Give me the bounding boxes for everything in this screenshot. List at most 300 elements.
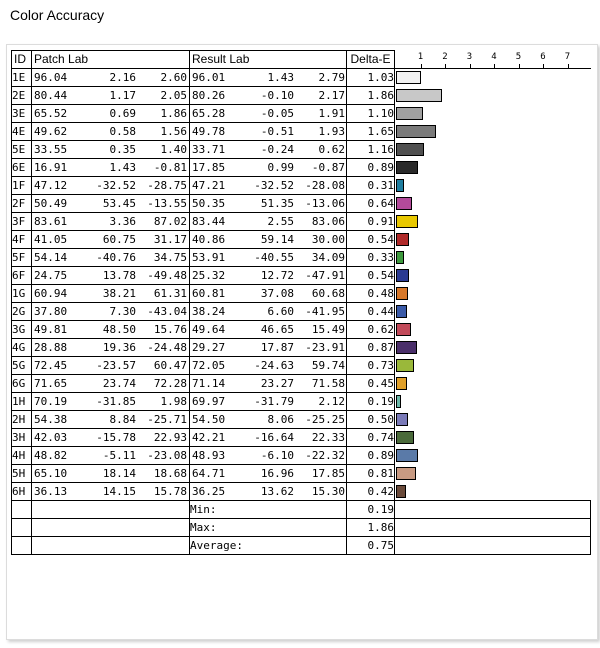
patch-lab-value: 60.75 — [102, 233, 136, 246]
table-row — [12, 69, 591, 87]
scale-tick-label: 3 — [466, 51, 473, 62]
table-row — [12, 447, 591, 465]
delta-e-bar-cell — [395, 483, 591, 501]
delta-e-bar-cell — [395, 105, 591, 123]
patch-lab-value: -32.52 — [96, 179, 136, 192]
patch-lab-cell — [32, 285, 190, 303]
result-lab-value: 15.30 — [311, 485, 345, 498]
scale-tick-label: 1 — [417, 51, 424, 62]
patch-id: 5G — [12, 357, 32, 375]
result-lab-cell — [190, 123, 347, 141]
result-lab-value: 59.14 — [260, 233, 294, 246]
patch-lab-value: 49.62 — [34, 125, 68, 138]
table-row — [12, 411, 591, 429]
delta-e-bar — [396, 197, 412, 210]
result-lab-value: 29.27 — [192, 341, 226, 354]
patch-id: 6F — [12, 267, 32, 285]
patch-lab-value: 72.45 — [34, 359, 68, 372]
patch-id: 1F — [12, 177, 32, 195]
patch-lab-value: 87.02 — [153, 215, 187, 228]
scale-tick-label: 2 — [442, 51, 448, 62]
patch-lab-cell — [32, 69, 190, 87]
delta-e-bar — [396, 89, 442, 102]
scale-tick-mark — [421, 64, 422, 68]
delta-e-bar-cell — [395, 195, 591, 213]
result-lab-cell — [190, 249, 347, 267]
result-lab-value: 72.05 — [192, 359, 226, 372]
delta-e-bar-cell — [395, 69, 591, 87]
stats-empty — [32, 501, 190, 519]
delta-e-value: 0.74 — [347, 429, 395, 447]
patch-lab-value: 37.80 — [34, 305, 68, 318]
result-lab-value: 0.62 — [318, 143, 345, 156]
delta-e-bar — [396, 251, 404, 264]
delta-e-value: 0.73 — [347, 357, 395, 375]
patch-lab-cell — [32, 339, 190, 357]
table-row — [12, 465, 591, 483]
result-lab-cell — [190, 105, 347, 123]
table-row — [12, 321, 591, 339]
patch-lab-value: 24.75 — [34, 269, 68, 282]
table-row — [12, 105, 591, 123]
table-row — [12, 393, 591, 411]
patch-lab-cell — [32, 303, 190, 321]
patch-lab-value: 36.13 — [34, 485, 68, 498]
delta-e-bar — [396, 107, 423, 120]
patch-lab-value: 2.16 — [109, 71, 136, 84]
patch-lab-cell — [32, 357, 190, 375]
result-lab-cell — [190, 87, 347, 105]
delta-e-value: 0.50 — [347, 411, 395, 429]
patch-lab-value: 38.21 — [102, 287, 136, 300]
delta-e-scale — [395, 51, 591, 69]
result-lab-value: 25.32 — [192, 269, 226, 282]
patch-lab-cell — [32, 159, 190, 177]
patch-lab-value: -28.75 — [147, 179, 187, 192]
delta-e-bar-cell — [395, 267, 591, 285]
patch-lab-value: 19.36 — [102, 341, 136, 354]
header-result-lab: Result Lab — [190, 51, 347, 69]
delta-e-bar — [396, 287, 408, 300]
stat-value: 0.19 — [347, 501, 395, 519]
result-lab-value: 54.50 — [192, 413, 226, 426]
result-lab-cell — [190, 213, 347, 231]
patch-lab-value: 16.91 — [34, 161, 68, 174]
scale-tick-mark — [568, 64, 569, 68]
patch-lab-value: 0.69 — [109, 107, 136, 120]
result-lab-value: 83.44 — [192, 215, 226, 228]
patch-lab-value: -25.71 — [147, 413, 187, 426]
delta-e-value: 0.64 — [347, 195, 395, 213]
delta-e-value: 0.62 — [347, 321, 395, 339]
delta-e-value: 0.33 — [347, 249, 395, 267]
result-lab-value: 15.49 — [311, 323, 345, 336]
result-lab-value: 36.25 — [192, 485, 226, 498]
patch-lab-value: 53.45 — [102, 197, 136, 210]
result-lab-value: -0.51 — [260, 125, 294, 138]
result-lab-value: -40.55 — [254, 251, 294, 264]
stat-label: Average: — [190, 537, 347, 555]
result-lab-cell — [190, 357, 347, 375]
delta-e-bar-cell — [395, 465, 591, 483]
patch-id: 6E — [12, 159, 32, 177]
delta-e-value: 0.89 — [347, 159, 395, 177]
delta-e-bar-cell — [395, 339, 591, 357]
delta-e-bar — [396, 377, 407, 390]
result-lab-value: 37.08 — [260, 287, 294, 300]
result-lab-value: -31.79 — [254, 395, 294, 408]
result-lab-value: -0.05 — [260, 107, 294, 120]
scale-tick-label: 4 — [491, 51, 497, 62]
color-accuracy-table — [11, 50, 591, 555]
result-lab-cell — [190, 141, 347, 159]
result-lab-cell — [190, 69, 347, 87]
delta-e-bar — [396, 161, 418, 174]
patch-id: 3E — [12, 105, 32, 123]
result-lab-value: -24.63 — [254, 359, 294, 372]
patch-id: 4E — [12, 123, 32, 141]
patch-lab-value: 15.76 — [153, 323, 187, 336]
patch-id: 5H — [12, 465, 32, 483]
patch-lab-cell — [32, 213, 190, 231]
table-row — [12, 483, 591, 501]
delta-e-value: 0.19 — [347, 393, 395, 411]
patch-lab-value: -23.08 — [147, 449, 187, 462]
delta-e-bar — [396, 413, 408, 426]
delta-e-bar-cell — [395, 87, 591, 105]
result-lab-value: -28.08 — [305, 179, 345, 192]
result-lab-value: -25.25 — [305, 413, 345, 426]
result-lab-value: 49.64 — [192, 323, 226, 336]
patch-id: 3G — [12, 321, 32, 339]
patch-id: 2F — [12, 195, 32, 213]
delta-e-bar-cell — [395, 159, 591, 177]
table-row — [12, 303, 591, 321]
patch-lab-value: 1.98 — [160, 395, 187, 408]
result-lab-value: 2.55 — [267, 215, 294, 228]
delta-e-bar-cell — [395, 141, 591, 159]
delta-e-bar-cell — [395, 213, 591, 231]
result-lab-cell — [190, 339, 347, 357]
delta-e-bar-cell — [395, 303, 591, 321]
patch-lab-value: 18.68 — [153, 467, 187, 480]
result-lab-cell — [190, 429, 347, 447]
patch-lab-cell — [32, 177, 190, 195]
delta-e-bar-cell — [395, 393, 591, 411]
result-lab-value: 46.65 — [260, 323, 294, 336]
patch-lab-value: 1.40 — [160, 143, 187, 156]
patch-lab-value: 2.05 — [160, 89, 187, 102]
result-lab-value: 40.86 — [192, 233, 226, 246]
delta-e-value: 1.03 — [347, 69, 395, 87]
delta-e-bar — [396, 179, 404, 192]
patch-lab-value: 18.14 — [102, 467, 136, 480]
patch-lab-value: 80.44 — [34, 89, 68, 102]
patch-lab-value: 71.65 — [34, 377, 68, 390]
page-title: Color Accuracy — [10, 7, 105, 23]
table-row — [12, 339, 591, 357]
patch-lab-value: 0.58 — [109, 125, 136, 138]
result-lab-cell — [190, 159, 347, 177]
delta-e-bar — [396, 449, 418, 462]
delta-e-bar — [396, 233, 409, 246]
table-row — [12, 249, 591, 267]
patch-id: 4G — [12, 339, 32, 357]
result-lab-value: 80.26 — [192, 89, 226, 102]
result-lab-value: -47.91 — [305, 269, 345, 282]
patch-lab-value: 1.43 — [109, 161, 136, 174]
patch-lab-value: -31.85 — [96, 395, 136, 408]
patch-id: 6H — [12, 483, 32, 501]
result-lab-value: -0.10 — [260, 89, 294, 102]
delta-e-bar — [396, 215, 418, 228]
stats-empty — [12, 537, 32, 555]
result-lab-value: 22.33 — [311, 431, 345, 444]
patch-id: 1H — [12, 393, 32, 411]
patch-lab-value: 31.17 — [153, 233, 187, 246]
patch-lab-value: -5.11 — [102, 449, 136, 462]
patch-lab-cell — [32, 375, 190, 393]
patch-lab-value: 47.12 — [34, 179, 68, 192]
scale-tick-label: 6 — [540, 51, 546, 62]
result-lab-value: 53.91 — [192, 251, 226, 264]
result-lab-cell — [190, 465, 347, 483]
patch-lab-cell — [32, 141, 190, 159]
patch-id: 4H — [12, 447, 32, 465]
scale-tick-mark — [519, 64, 520, 68]
result-lab-value: -0.24 — [260, 143, 294, 156]
result-lab-value: 8.06 — [267, 413, 294, 426]
patch-lab-cell — [32, 105, 190, 123]
delta-e-value: 1.16 — [347, 141, 395, 159]
delta-e-bar — [396, 467, 416, 480]
delta-e-value: 0.81 — [347, 465, 395, 483]
patch-id: 6G — [12, 375, 32, 393]
result-lab-value: 51.35 — [260, 197, 294, 210]
patch-lab-cell — [32, 465, 190, 483]
table-row — [12, 231, 591, 249]
stats-empty — [32, 537, 190, 555]
patch-lab-value: 1.56 — [160, 125, 187, 138]
patch-lab-cell — [32, 483, 190, 501]
scale-tick-mark — [494, 64, 495, 68]
result-lab-value: 60.81 — [192, 287, 226, 300]
table-row — [12, 159, 591, 177]
delta-e-bar — [396, 341, 417, 354]
patch-lab-value: -49.48 — [147, 269, 187, 282]
result-lab-value: 2.12 — [318, 395, 345, 408]
delta-e-bar — [396, 269, 409, 282]
delta-e-bar — [396, 323, 411, 336]
result-lab-value: 50.35 — [192, 197, 226, 210]
stats-empty — [32, 519, 190, 537]
delta-e-value: 0.45 — [347, 375, 395, 393]
table-row — [12, 195, 591, 213]
patch-lab-cell — [32, 231, 190, 249]
patch-lab-value: 34.75 — [153, 251, 187, 264]
patch-lab-value: 60.94 — [34, 287, 68, 300]
patch-lab-value: 22.93 — [153, 431, 187, 444]
patch-id: 5E — [12, 141, 32, 159]
result-lab-cell — [190, 375, 347, 393]
patch-lab-value: 48.50 — [102, 323, 136, 336]
delta-e-bar — [396, 359, 414, 372]
delta-e-bar-cell — [395, 231, 591, 249]
result-lab-value: 42.21 — [192, 431, 226, 444]
result-lab-value: -13.06 — [305, 197, 345, 210]
result-lab-value: 71.58 — [311, 377, 345, 390]
patch-lab-cell — [32, 447, 190, 465]
stats-empty — [12, 501, 32, 519]
result-lab-value: -32.52 — [254, 179, 294, 192]
stat-label: Min: — [190, 501, 347, 519]
scale-tick-label: 5 — [515, 51, 522, 62]
patch-lab-value: -24.48 — [147, 341, 187, 354]
patch-lab-cell — [32, 195, 190, 213]
stats-bar-empty — [395, 519, 591, 537]
result-lab-value: 17.85 — [311, 467, 345, 480]
result-lab-value: 30.00 — [311, 233, 345, 246]
result-lab-value: 16.96 — [260, 467, 294, 480]
result-lab-cell — [190, 177, 347, 195]
result-lab-value: 38.24 — [192, 305, 226, 318]
delta-e-bar-cell — [395, 177, 591, 195]
stats-empty — [12, 519, 32, 537]
result-lab-value: 71.14 — [192, 377, 226, 390]
result-lab-value: 65.28 — [192, 107, 226, 120]
patch-lab-value: 8.84 — [109, 413, 136, 426]
patch-lab-value: 1.17 — [109, 89, 136, 102]
result-lab-value: 2.79 — [318, 71, 345, 84]
patch-id: 2G — [12, 303, 32, 321]
result-lab-value: 59.74 — [311, 359, 345, 372]
delta-e-bar — [396, 305, 407, 318]
patch-lab-value: -40.76 — [96, 251, 136, 264]
patch-lab-cell — [32, 429, 190, 447]
delta-e-bar-cell — [395, 411, 591, 429]
stats-row — [12, 501, 591, 519]
patch-lab-value: 65.10 — [34, 467, 68, 480]
patch-id: 2H — [12, 411, 32, 429]
patch-lab-value: 49.81 — [34, 323, 68, 336]
result-lab-value: 1.93 — [318, 125, 345, 138]
scale-tick-mark — [470, 64, 471, 68]
patch-lab-cell — [32, 87, 190, 105]
delta-e-value: 1.65 — [347, 123, 395, 141]
patch-lab-value: 13.78 — [102, 269, 136, 282]
patch-lab-value: 42.03 — [34, 431, 68, 444]
result-lab-cell — [190, 231, 347, 249]
patch-lab-cell — [32, 321, 190, 339]
result-lab-value: 64.71 — [192, 467, 226, 480]
result-lab-value: -41.95 — [305, 305, 345, 318]
table-row — [12, 429, 591, 447]
result-lab-cell — [190, 483, 347, 501]
patch-lab-value: 2.60 — [160, 71, 187, 84]
table-row — [12, 357, 591, 375]
patch-lab-value: 41.05 — [34, 233, 68, 246]
patch-lab-value: 15.78 — [153, 485, 187, 498]
result-lab-value: 47.21 — [192, 179, 226, 192]
result-lab-cell — [190, 303, 347, 321]
result-lab-value: -0.87 — [311, 161, 345, 174]
result-lab-value: -22.32 — [305, 449, 345, 462]
patch-lab-value: 0.35 — [109, 143, 136, 156]
delta-e-value: 0.48 — [347, 285, 395, 303]
delta-e-value: 0.54 — [347, 267, 395, 285]
patch-lab-value: 60.47 — [153, 359, 187, 372]
patch-lab-value: 14.15 — [102, 485, 136, 498]
patch-lab-value: -23.57 — [96, 359, 136, 372]
delta-e-value: 1.86 — [347, 87, 395, 105]
result-lab-value: 96.01 — [192, 71, 226, 84]
patch-id: 2E — [12, 87, 32, 105]
result-lab-value: 13.62 — [260, 485, 294, 498]
table-row — [12, 375, 591, 393]
result-lab-value: 6.60 — [267, 305, 294, 318]
delta-e-bar-cell — [395, 249, 591, 267]
patch-lab-value: 3.36 — [109, 215, 136, 228]
delta-e-bar — [396, 395, 401, 408]
delta-e-value: 1.10 — [347, 105, 395, 123]
patch-lab-value: 83.61 — [34, 215, 68, 228]
stat-value: 0.75 — [347, 537, 395, 555]
patch-lab-value: 72.28 — [153, 377, 187, 390]
patch-lab-value: 28.88 — [34, 341, 68, 354]
patch-id: 5F — [12, 249, 32, 267]
result-lab-value: 69.97 — [192, 395, 226, 408]
delta-e-value: 0.31 — [347, 177, 395, 195]
delta-e-bar-cell — [395, 447, 591, 465]
result-lab-value: 0.99 — [267, 161, 294, 174]
scale-tick-mark — [543, 64, 544, 68]
delta-e-bar — [396, 71, 421, 84]
patch-lab-value: 48.82 — [34, 449, 68, 462]
delta-e-bar-cell — [395, 123, 591, 141]
result-lab-value: 1.43 — [267, 71, 294, 84]
stats-row — [12, 519, 591, 537]
delta-e-bar — [396, 125, 436, 138]
patch-lab-value: 33.55 — [34, 143, 68, 156]
table-row — [12, 213, 591, 231]
scale-tick-mark — [445, 64, 446, 68]
table-row — [12, 177, 591, 195]
result-lab-value: 60.68 — [311, 287, 345, 300]
header-id: ID — [12, 51, 32, 69]
patch-id: 1G — [12, 285, 32, 303]
delta-e-bar-cell — [395, 321, 591, 339]
result-lab-value: -16.64 — [254, 431, 294, 444]
result-lab-cell — [190, 447, 347, 465]
result-lab-value: -6.10 — [260, 449, 294, 462]
result-lab-value: -23.91 — [305, 341, 345, 354]
result-lab-value: 33.71 — [192, 143, 226, 156]
delta-e-value: 0.89 — [347, 447, 395, 465]
result-lab-value: 1.91 — [318, 107, 345, 120]
patch-id: 3F — [12, 213, 32, 231]
table-row — [12, 285, 591, 303]
result-lab-value: 83.06 — [311, 215, 345, 228]
patch-lab-value: 61.31 — [153, 287, 187, 300]
patch-lab-value: 23.74 — [102, 377, 136, 390]
delta-e-value: 0.87 — [347, 339, 395, 357]
result-lab-value: 34.09 — [311, 251, 345, 264]
patch-lab-cell — [32, 123, 190, 141]
patch-id: 4F — [12, 231, 32, 249]
result-lab-value: 48.93 — [192, 449, 226, 462]
delta-e-bar-cell — [395, 285, 591, 303]
result-lab-value: 17.85 — [192, 161, 226, 174]
